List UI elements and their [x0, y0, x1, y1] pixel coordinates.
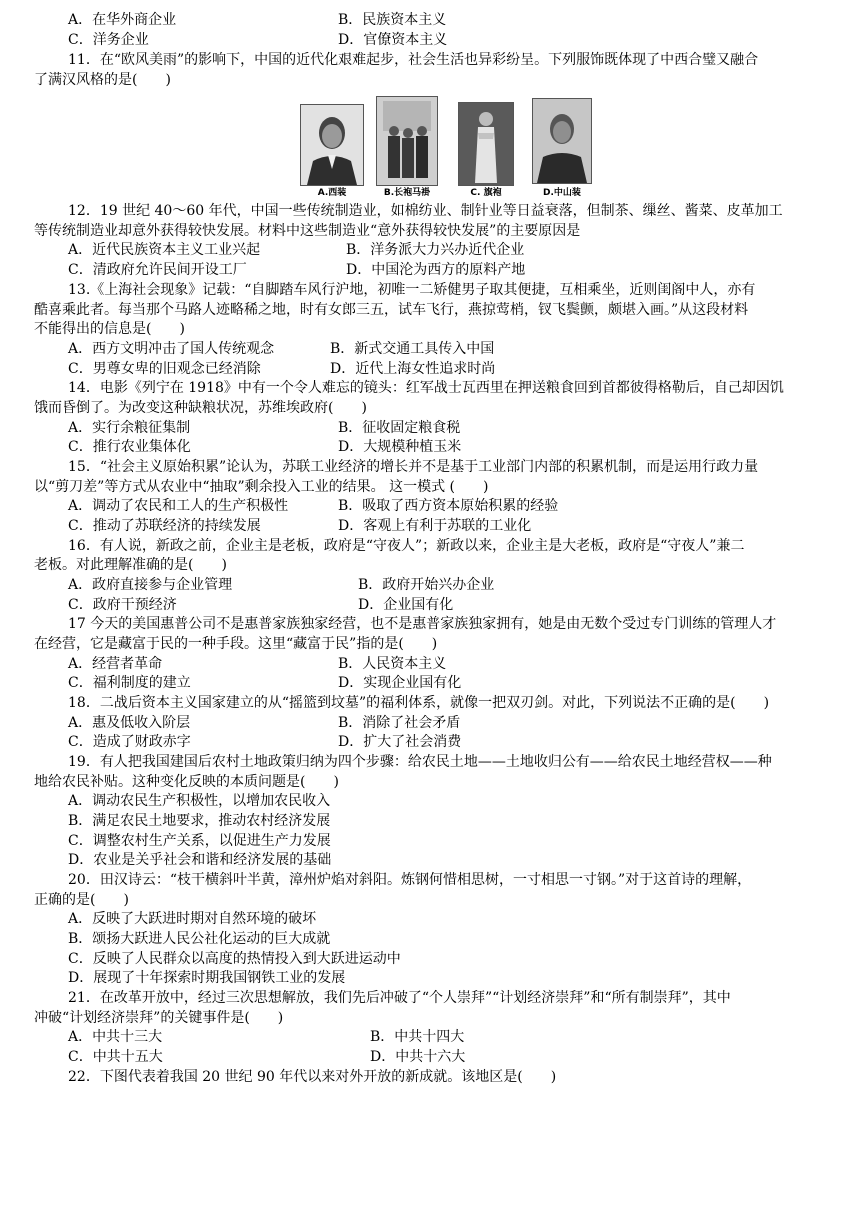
q13-option-a: A．西方文明冲击了国人传统观念: [68, 341, 275, 357]
q14-option-d: D．大规模种植玉米: [338, 439, 462, 455]
q11-stem-line1: 11．在“欧风美雨”的影响下，中国的近代化艰难起步，社会生活也异彩纷呈。下列服饰既体现了中西合璧又融合: [68, 52, 759, 68]
q17-option-b: B．人民资本主义: [338, 656, 447, 672]
q19-option-a: A．调动农民生产积极性，以增加农民收入: [68, 793, 331, 809]
q21-option-d: D．中共十六大: [370, 1049, 466, 1065]
q21-stem-line1: 21．在改革开放中，经过三次思想解放，我们先后冲破了“个人崇拜”“计划经济崇拜”和“所有制崇拜”，其中: [68, 990, 731, 1006]
q18-option-b: B．消除了社会矛盾: [338, 715, 461, 731]
q13-stem-line2: 酷喜乘此者。每当那个马路人迹略稀之地，时有女郎三五，试车飞行，燕掠莺梢，钗飞鬓颤，颇堪入画。”从这段材料: [34, 302, 749, 318]
q18-option-d: D．扩大了社会消费: [338, 734, 462, 750]
q19-stem-line2: 地给农民补贴。这种变化反映的本质问题是( ): [34, 774, 339, 790]
q14-stem-line2: 饿而昏倒了。为改变这种缺粮状况，苏维埃政府( ): [34, 400, 367, 416]
q16-stem-line2: 老板。对此理解准确的是( ): [34, 557, 227, 573]
q17-option-a: A．经营者革命: [68, 656, 163, 672]
q20-option-a: A．反映了大跃进时期对自然环境的破坏: [68, 911, 317, 927]
q16-option-a: A．政府直接参与企业管理: [68, 577, 233, 593]
q15-option-b: B．吸取了西方资本原始积累的经验: [338, 498, 559, 514]
q15-option-c: C．推动了苏联经济的持续发展: [68, 518, 261, 534]
q20-option-d: D．展现了十年探索时期我国钢铁工业的发展: [68, 970, 346, 986]
q16-option-d: D．企业国有化: [358, 597, 454, 613]
photo-western-suit: [300, 96, 364, 198]
q10-option-a: A．在华外商企业: [68, 12, 177, 28]
q16-option-b: B．政府开始兴办企业: [358, 577, 495, 593]
q22-stem-line1: 22．下图代表着我国 20 世纪 90 年代以来对外开放的新成就。该地区是( ): [68, 1069, 557, 1085]
photo-qipao: [458, 96, 514, 198]
zhongshan-suit-portrait-icon: [533, 99, 591, 183]
q18-option-c: C．造成了财政赤字: [68, 734, 191, 750]
q12-stem-line2: 等传统制造业却意外获得较快发展。材料中这些制造业“意外获得较快发展”的主要原因是: [34, 223, 581, 239]
caption-d: D.中山装: [543, 188, 581, 198]
q20-stem-line1: 20．田汉诗云：“枝干横斜叶半黄，漳州炉焰对斜阳。炼钢何惜相思树，一寸相思一寸钢。”对于这首诗的理解，: [68, 872, 752, 888]
q13-stem-line1: 13.《上海社会现象》记载：“自脚踏车风行沪地，初唯一二矫健男子取其便捷，互相乘坐，近则闺阁中人，亦有: [68, 282, 756, 298]
q16-option-c: C．政府干预经济: [68, 597, 177, 613]
q15-stem-line2: 以“剪刀差”等方式从农业中“抽取”剩余投入工业的结果。 这一模式 ( ): [34, 479, 489, 495]
q21-option-a: A．中共十三大: [68, 1029, 163, 1045]
q19-option-b: B．满足农民土地要求，推动农村经济发展: [68, 813, 331, 829]
q13-option-d: D．近代上海女性追求时尚: [330, 361, 496, 377]
q12-option-a: A．近代民族资本主义工业兴起: [68, 242, 261, 258]
q14-option-a: A．实行余粮征集制: [68, 420, 191, 436]
caption-a: A.西装: [317, 188, 347, 198]
q15-option-a: A．调动了农民和工人的生产积极性: [68, 498, 289, 514]
q14-option-c: C．推行农业集体化: [68, 439, 191, 455]
q19-option-c: C．调整农村生产关系，以促进生产力发展: [68, 833, 331, 849]
caption-b: B.长袍马褂: [383, 188, 431, 198]
q20-option-c: C．反映了人民群众以高度的热情投入到大跃进运动中: [68, 951, 401, 967]
caption-c: C. 旗袍: [470, 188, 502, 198]
q21-option-b: B．中共十四大: [370, 1029, 465, 1045]
q10-option-b: B．民族资本主义: [338, 12, 447, 28]
q21-option-c: C．中共十五大: [68, 1049, 163, 1065]
q20-option-b: B．颂扬大跃进人民公社化运动的巨大成就: [68, 931, 331, 947]
q17-stem-line2: 在经营，它是藏富于民的一种手段。这里“藏富于民”指的是( ): [34, 636, 438, 652]
western-suit-portrait-icon: [301, 105, 363, 185]
q12-option-c: C．清政府允许民间开设工厂: [68, 262, 247, 278]
photo-long-gown: [376, 96, 438, 198]
q11-costume-photos: [0, 96, 860, 201]
q17-option-c: C．福利制度的建立: [68, 675, 191, 691]
q14-stem-line1: 14．电影《列宁在 1918》中有一个令人难忘的镜头：红军战士瓦西里在押送粮食回到首都彼得格勒后，自己却因饥: [68, 380, 784, 396]
q12-option-d: D．中国沦为西方的原料产地: [346, 262, 526, 278]
q15-option-d: D．客观上有利于苏联的工业化: [338, 518, 532, 534]
q18-option-a: A．惠及低收入阶层: [68, 715, 191, 731]
q13-option-b: B．新式交通工具传入中国: [330, 341, 495, 357]
q10-option-d: D．官僚资本主义: [338, 32, 448, 48]
q17-stem-line1: 17 今天的美国惠普公司不是惠普家族独家经营，也不是惠普家族独家拥有，她是由无数个受过专门训练的管理人才: [68, 616, 777, 632]
q19-stem-line1: 19．有人把我国建国后农村土地政策归纳为四个步骤：给农民土地——土地收归公有——给农民土地经营权——种: [68, 754, 772, 770]
q21-stem-line2: 冲破“计划经济崇拜”的关键事件是( ): [34, 1010, 284, 1026]
q11-stem-line2: 了满汉风格的是( ): [34, 72, 171, 88]
long-gown-group-photo-icon: [377, 97, 437, 185]
q13-stem-line3: 不能得出的信息是( ): [34, 321, 185, 337]
q13-option-c: C．男尊女卑的旧观念已经消除: [68, 361, 261, 377]
q17-option-d: D．实现企业国有化: [338, 675, 462, 691]
q18-stem-line1: 18．二战后资本主义国家建立的从“摇篮到坟墓”的福利体系，就像一把双刃剑。对此，下列说法不正确的是( ): [68, 695, 770, 711]
q15-stem-line1: 15．“社会主义原始积累”论认为，苏联工业经济的增长并不是基于工业部门内部的积累机制，而是运用行政力量: [68, 459, 759, 475]
q19-option-d: D．农业是关乎社会和谐和经济发展的基础: [68, 852, 332, 868]
qipao-portrait-icon: [459, 103, 513, 185]
q12-option-b: B．洋务派大力兴办近代企业: [346, 242, 525, 258]
q14-option-b: B．征收固定粮食税: [338, 420, 461, 436]
photo-zhongshan-suit: [532, 96, 592, 198]
q10-option-c: C．洋务企业: [68, 32, 149, 48]
q12-stem-line1: 12．19 世纪 40～60 年代，中国一些传统制造业，如棉纺业、制针业等日益衰落，但制茶、缫丝、酱菜、皮革加工: [68, 203, 783, 219]
q20-stem-line2: 正确的是( ): [34, 892, 129, 908]
q16-stem-line1: 16．有人说，新政之前，企业主是老板，政府是“守夜人”；新政以来，企业主是大老板，政府是“守夜人”兼二: [68, 538, 745, 554]
